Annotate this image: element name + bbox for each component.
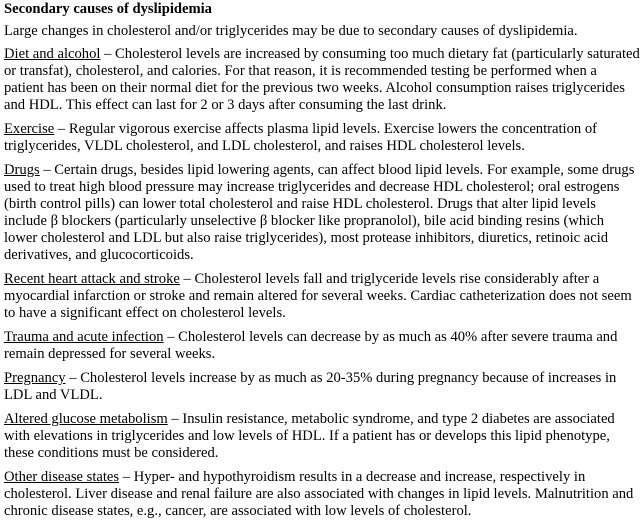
intro-paragraph: Large changes in cholesterol and/or triglycerides may be due to secondary causes of dyslipidemia. (4, 23, 578, 39)
section-heading: Other disease states (4, 469, 120, 485)
section-body: – Hyper- and hypothyroidism results in a decrease and increase, respectively in cholesterol. Liver disease and renal failure are also associated with changes in lipid levels. Malnutrition and chronic disease states, e.g., cancer, are associated with low levels of cholesterol. (4, 469, 634, 519)
section-pregnancy (4, 370, 640, 404)
section-body: – Insulin resistance, metabolic syndrome, and type 2 diabetes are associated with elevations in triglycerides and low levels of HDL. If a patient has or develops this lipid phenotype, these conditions must be considered. (4, 411, 615, 461)
section-heading: Drugs (4, 162, 40, 178)
section-trauma-infection (4, 329, 640, 363)
section-body: – Cholesterol levels can decrease by as much as 40% after severe trauma and remain depressed for several weeks. (4, 329, 618, 362)
section-drugs (4, 162, 640, 264)
section-heading: Diet and alcohol (4, 46, 101, 62)
section-heart-attack-stroke (4, 271, 640, 322)
section-body: – Certain drugs, besides lipid lowering agents, can affect blood lipid levels. For example, some drugs used to treat high blood pressure may increase triglycerides and decrease HDL cholesterol; oral estrogens (birth control pills) can lower total cholesterol and raise HDL cholesterol. Drugs that alter lipid levels include β blockers (particularly unselective β blocker like propranolol), bile acid binding resins (which lower cholesterol and LDL but also raise triglycerides), most protease inhibitors, diuretics, retinoic acid derivatives, and glucocorticoids. (4, 162, 635, 263)
section-exercise (4, 121, 640, 155)
document-title: Secondary causes of dyslipidemia (4, 1, 212, 17)
section-glucose-metabolism (4, 411, 640, 462)
section-body: – Regular vigorous exercise affects plasma lipid levels. Exercise lowers the concentration of triglycerides, VLDL cholesterol, and LDL cholesterol, and raises HDL cholesterol levels. (4, 121, 598, 154)
section-heading: Altered glucose metabolism (4, 411, 168, 427)
section-body: – Cholesterol levels increase by as much as 20-35% during pregnancy because of increases in LDL and VLDL. (4, 370, 617, 403)
section-other-disease-states (4, 469, 640, 520)
section-heading: Trauma and acute infection (4, 329, 164, 345)
section-heading: Pregnancy (4, 370, 66, 386)
section-diet-alcohol (4, 46, 640, 114)
section-heading: Exercise (4, 121, 55, 137)
section-heading: Recent heart attack and stroke (4, 271, 180, 287)
section-body: – Cholesterol levels are increased by consuming too much dietary fat (particularly saturated or transfat), cholesterol, and calories. For that reason, it is recommended testing be performed when a patient has been on their normal diet for the previous two weeks. Alcohol consumption raises triglycerides and HDL. This effect can last for 2 or 3 days after consuming the last drink. (4, 46, 640, 113)
section-body: – Cholesterol levels fall and triglyceride levels rise considerably after a myocardial infarction or stroke and remain altered for several weeks. Cardiac catheterization does not seem to have a significant effect on cholesterol levels. (4, 271, 632, 321)
document (4, 1, 640, 527)
